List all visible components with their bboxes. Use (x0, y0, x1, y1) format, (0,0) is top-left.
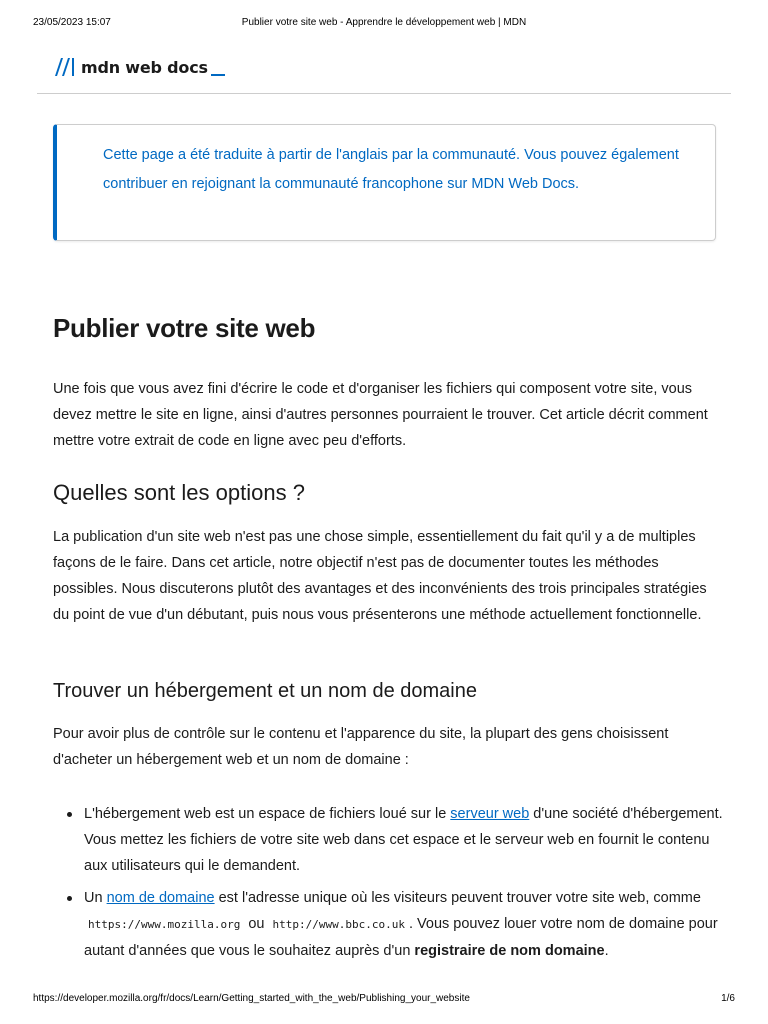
page-title: Publier votre site web (53, 313, 316, 343)
bullet2-text-mid1: est l'adresse unique où les visiteurs peuvent trouver votre site web, comme (214, 890, 701, 906)
header-divider (37, 93, 731, 94)
domain-name-link[interactable]: nom de domaine (106, 890, 215, 906)
section-heading: Quelles sont les options ? (53, 480, 305, 505)
code-bbc-url: http://www.bbc.co.uk (272, 918, 405, 931)
code-mozilla-url: https://www.mozilla.org (88, 918, 241, 931)
web-server-link[interactable]: serveur web (450, 806, 530, 822)
list-item (53, 801, 723, 879)
bullet1-text-before: L'hébergement web est un espace de fichiers loué sur le (84, 806, 451, 822)
section-paragraph: La publication d'un site web n'est pas une chose simple, essentiellement du fait qu'il y a de multiples façons de le faire. Dans cet article, notre objectif n'est pas de documenter toutes les méthodes possibles. Nous discuterons plutôt des avantages et des inconvénients des trois principales stratégies du point de vue d'un débutant, puis nous vous présenterons une méthode actuellement fonctionnelle. (53, 529, 707, 623)
subsection-paragraph: Pour avoir plus de contrôle sur le contenu et l'apparence du site, la plupart des gens choisissent d'acheter un hébergement web et un nom de domaine : (53, 726, 669, 768)
mdn-logo-icon (53, 57, 75, 77)
subsection-heading: Trouver un hébergement et un nom de domaine (53, 680, 477, 702)
print-date: 23/05/2023 15:07 (33, 17, 111, 28)
print-header (33, 17, 735, 31)
notice-text: Cette page a été traduite à partir de l'anglais par la communauté. Vous pouvez également contribuer en rejoignant la communauté francophone sur MDN Web Docs. (103, 147, 679, 192)
logo-cursor (211, 74, 225, 76)
print-url: https://developer.mozilla.org/fr/docs/Learn/Getting_started_with_the_web/Publishing_your_website (33, 993, 470, 1004)
registrar-term: registraire de nom domaine (414, 943, 605, 959)
bullet2-text-mid2: ou (244, 916, 269, 932)
page-number: 1/6 (721, 993, 735, 1004)
bullet2-text-end: . (604, 943, 609, 959)
bullet1-text-after: d'une société d'hébergement. Vous mettez les fichiers de votre site web dans cet espace et le serveur web en fournit le contenu aux utilisateurs qui le demandent. (84, 806, 723, 874)
bullet2-text-before: Un (84, 890, 107, 906)
translation-notice (53, 124, 716, 241)
list-item (53, 885, 723, 964)
hosting-list (53, 801, 723, 970)
intro-paragraph: Une fois que vous avez fini d'écrire le code et d'organiser les fichiers qui composent votre site, vous devez mettre le site en ligne, ainsi d'autres personnes pourraient le trouver. Cet article décrit comment mettre votre extrait de code en ligne avec peu d'efforts. (53, 381, 708, 449)
bullet-dot (67, 812, 72, 817)
bullet-dot (67, 896, 72, 901)
mdn-logo[interactable] (53, 55, 225, 79)
bullet2-text-mid3: . Vous pouvez louer votre nom de domaine pour autant d'années que vous le souhaitez auprès d'un (84, 916, 718, 959)
print-page-title: Publier votre site web - Apprendre le développement web | MDN (241, 17, 527, 28)
logo-text: mdn web docs (81, 57, 208, 77)
